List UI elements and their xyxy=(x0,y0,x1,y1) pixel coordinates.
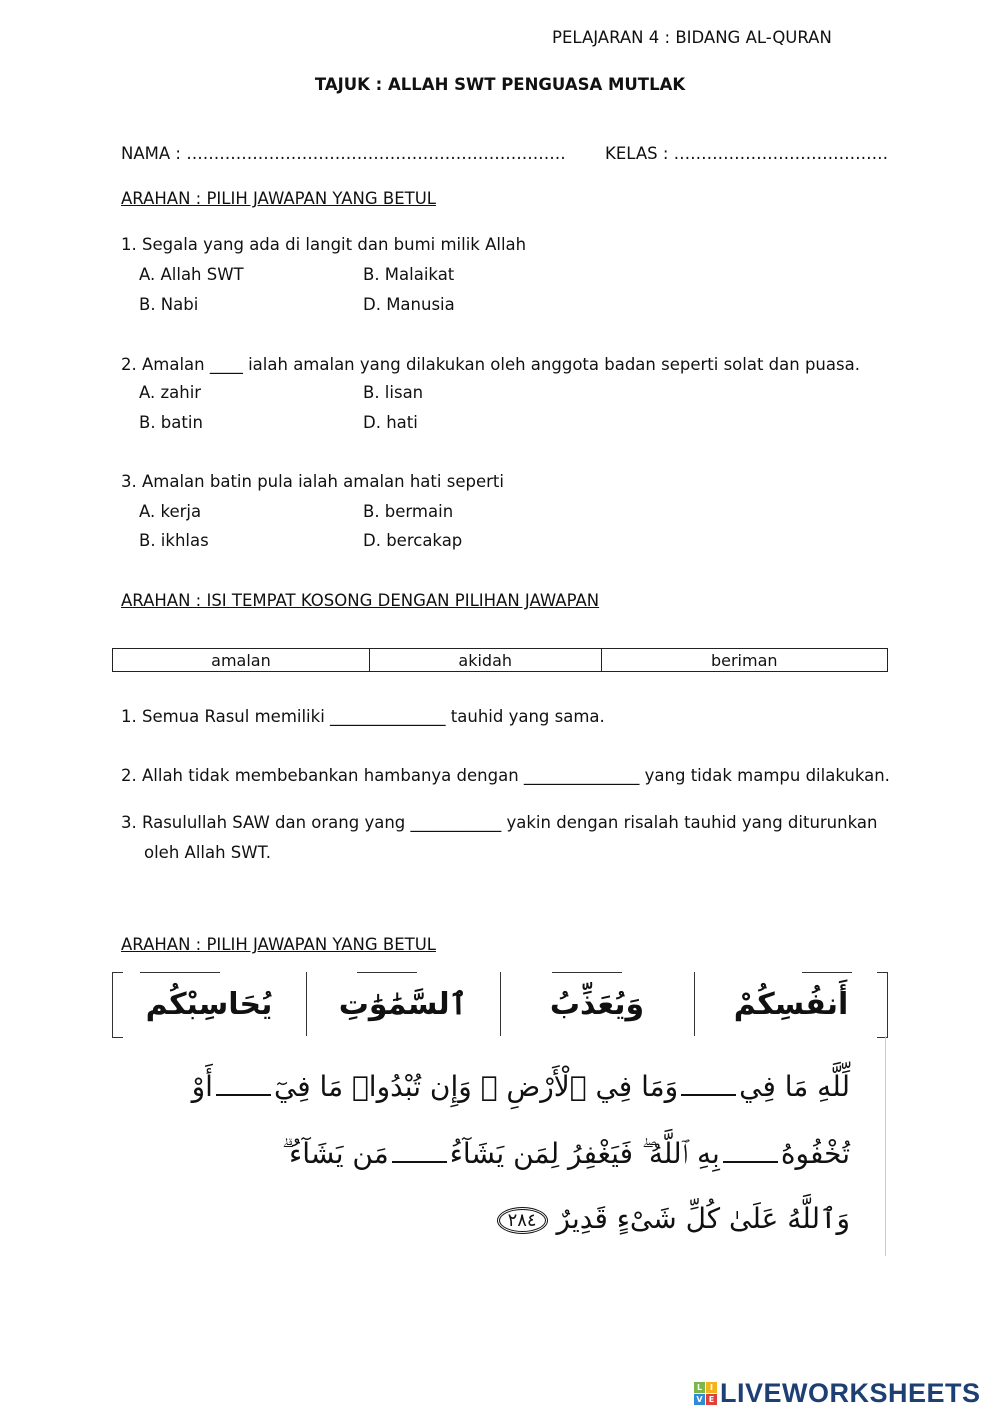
fill-question-3-cont: oleh Allah SWT. xyxy=(144,843,271,862)
option[interactable]: A. Allah SWT xyxy=(139,265,244,284)
brand-name: LIVEWORKSHEETS xyxy=(720,1378,981,1408)
verse-text: مَن يَشَآءُ ۗ xyxy=(282,1137,389,1170)
verse-text: وَٱللَّهُ عَلَىٰ كُلِّ شَىْءٍ قَدِيرٌ xyxy=(556,1202,850,1235)
option[interactable]: B. ikhlas xyxy=(139,531,209,550)
arabic-choice-anfusikum[interactable]: أَنفُسِكُمْ xyxy=(733,986,849,1022)
question-text: 3. Amalan batin pula ialah amalan hati seperti xyxy=(121,472,504,491)
option[interactable]: A. kerja xyxy=(139,502,202,521)
option[interactable]: B. bermain xyxy=(363,502,454,521)
section2-instruction: ARAHAN : ISI TEMPAT KOSONG DENGAN PILIHAN JAWAPAN xyxy=(121,591,600,610)
verse-text: وَمَا فِي ٱلْأَرْضِ ۗ وَإِن تُبْدُوا۟ مَا فِيٓ xyxy=(273,1070,679,1103)
question-text: 2. Amalan ____ ialah amalan yang dilakukan oleh anggota badan seperti solat dan puasa. xyxy=(121,355,860,374)
verse-line-2 xyxy=(282,1137,850,1171)
option[interactable]: B. Nabi xyxy=(139,295,199,314)
fill-question-3[interactable]: 3. Rasulullah SAW dan orang yang ___________ yakin dengan risalah tauhid yang diturunkan xyxy=(121,813,878,832)
fill-question-2[interactable]: 2. Allah tidak membebankan hambanya dengan ______________ yang tidak mampu dilakukan. xyxy=(121,766,890,785)
blank-4[interactable] xyxy=(392,1161,447,1163)
section3-instruction: ARAHAN : PILIH JAWAPAN YANG BETUL xyxy=(121,935,436,954)
option[interactable]: B. Malaikat xyxy=(363,265,455,284)
verse-line-1 xyxy=(192,1070,850,1103)
logo-icon: L I V E xyxy=(694,1382,717,1405)
verse-text: بِهِ ٱللَّهُ ۖ فَيَغْفِرُ لِمَن يَشَآءُ xyxy=(449,1137,720,1170)
question-text: 1. Segala yang ada di langit dan bumi milik Allah xyxy=(121,235,527,254)
blank-2[interactable] xyxy=(216,1094,271,1096)
blank-3[interactable] xyxy=(723,1161,778,1163)
section1-instruction: ARAHAN : PILIH JAWAPAN YANG BETUL xyxy=(121,189,436,208)
ayah-number-marker: ٢٨٤ xyxy=(497,1207,548,1234)
worksheet-title: TAJUK : ALLAH SWT PENGUASA MUTLAK xyxy=(314,75,686,94)
choice-amalan[interactable]: amalan xyxy=(113,649,370,672)
verse-text: لِّلَّهِ مَا فِي xyxy=(739,1070,850,1103)
option[interactable]: B. lisan xyxy=(363,383,424,402)
arabic-word-choices xyxy=(112,972,888,1036)
arabic-choice-assamawat[interactable]: ٱلسَّمَٰوَٰتِ xyxy=(338,986,468,1022)
choice-beriman[interactable]: beriman xyxy=(601,649,887,672)
verse-text: تُخْفُوهُ xyxy=(780,1137,850,1170)
answer-choices-table xyxy=(112,648,888,672)
option[interactable]: D. hati xyxy=(363,413,418,432)
option[interactable]: A. zahir xyxy=(139,383,202,402)
arabic-choice-yuhasibkum[interactable]: يُحَاسِبْكُم xyxy=(145,986,273,1022)
class-field[interactable]: KELAS : ………………………………… xyxy=(605,144,889,163)
name-field[interactable]: NAMA : …………………………………………………………… xyxy=(121,144,566,163)
fill-question-1[interactable]: 1. Semua Rasul memiliki ______________ tauhid yang sama. xyxy=(121,707,605,726)
option[interactable]: D. bercakap xyxy=(363,531,463,550)
verse-line-3 xyxy=(497,1202,850,1235)
verse-text: أَوْ xyxy=(191,1070,213,1103)
arabic-choice-wayuazzib[interactable]: وَيُعَذِّبُ xyxy=(549,986,645,1022)
blank-1[interactable] xyxy=(681,1094,736,1096)
liveworksheets-logo xyxy=(694,1378,981,1409)
option[interactable]: D. Manusia xyxy=(363,295,455,314)
lesson-header: PELAJARAN 4 : BIDANG AL-QURAN xyxy=(552,28,832,47)
choice-akidah[interactable]: akidah xyxy=(369,649,601,672)
option[interactable]: B. batin xyxy=(139,413,203,432)
